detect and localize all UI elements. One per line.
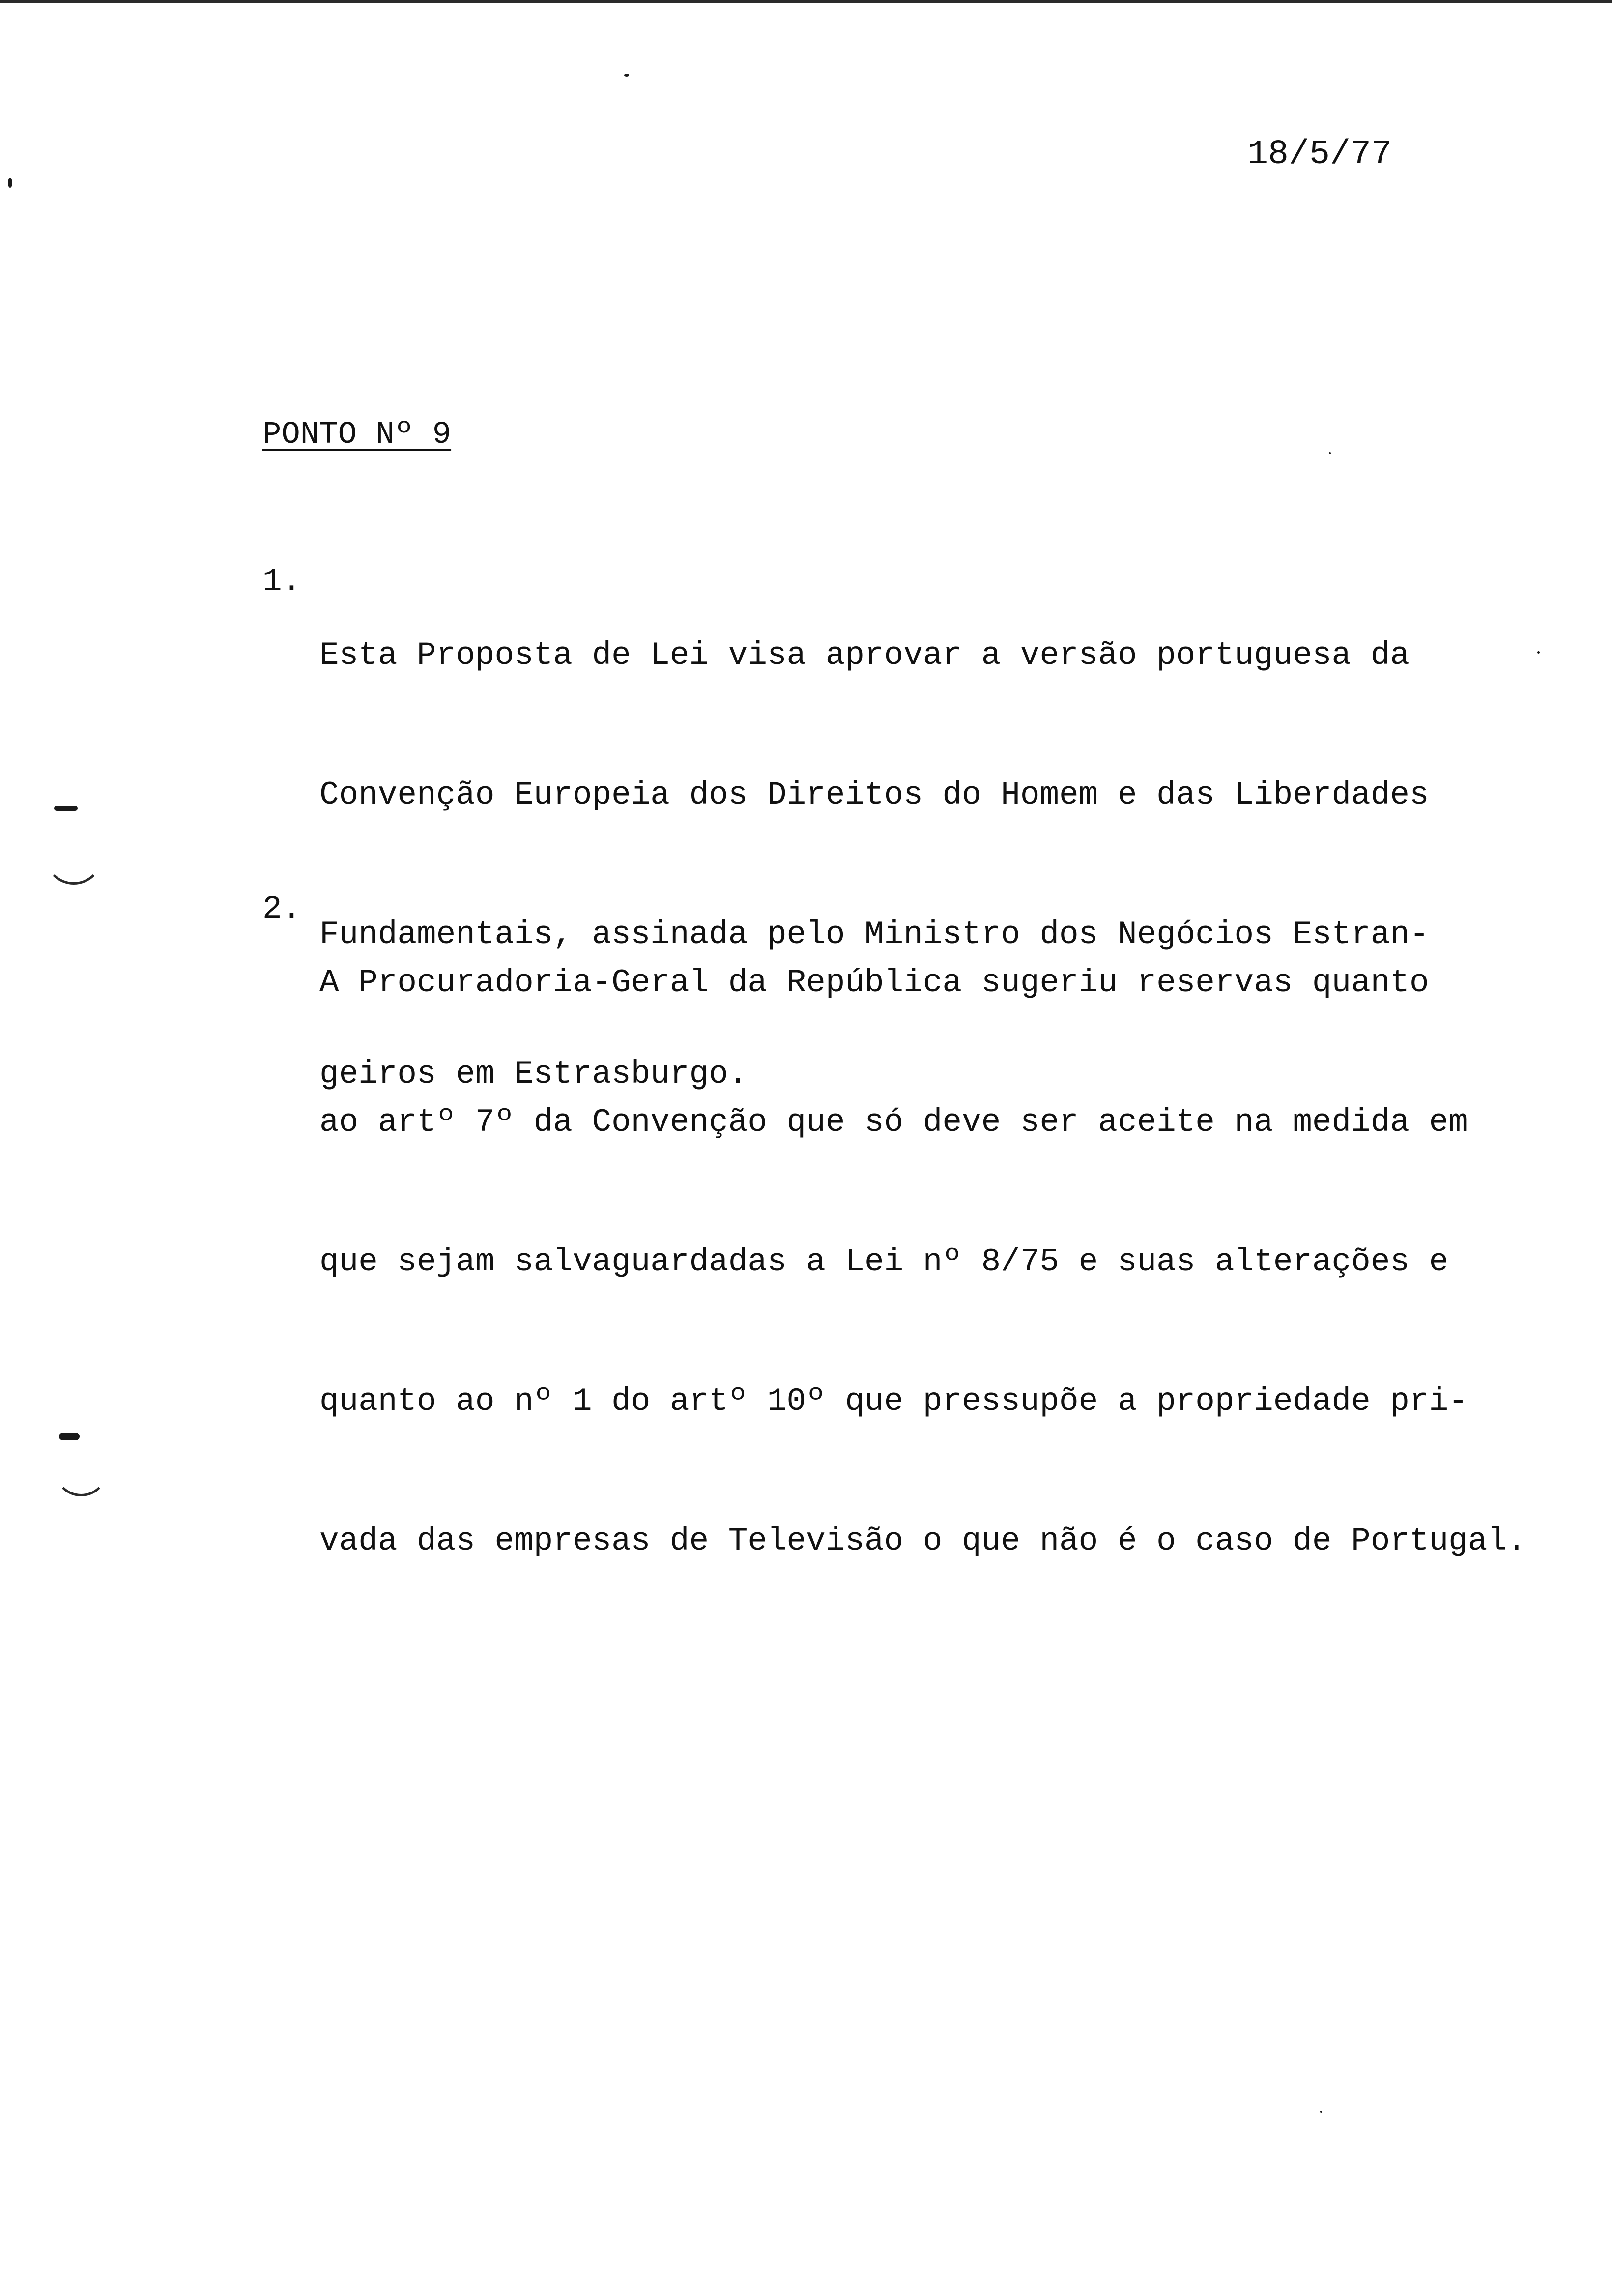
scan-speck (8, 178, 12, 188)
punch-hole-arc (54, 1442, 108, 1496)
paragraph-line: que sejam salvaguardadas a Lei nº 8/75 e suas alterações e (319, 1243, 1449, 1280)
section-heading: PONTO Nº 9 (262, 417, 452, 453)
paragraph-line: A Procuradoria-Geral da República sugeriu reservas quanto (319, 964, 1429, 1001)
scan-speck (1320, 2111, 1322, 2113)
paragraph-line: vada das empresas de Televisão o que não é o caso de Portugal. (319, 1522, 1526, 1559)
document-date: 18/5/77 (1247, 135, 1392, 174)
paragraph-line: ao artº 7º da Convenção que só deve ser aceite na medida em (319, 1104, 1468, 1141)
punch-hole-mark (59, 1433, 80, 1440)
paragraph-line: Esta Proposta de Lei visa aprovar a versão portuguesa da (319, 637, 1410, 674)
paragraph-line: quanto ao nº 1 do artº 10º que pressupõe a propriedade pri- (319, 1383, 1468, 1420)
scan-speck (1537, 651, 1540, 654)
scan-top-edge (0, 0, 1612, 3)
scan-speck (624, 74, 629, 77)
paragraph-line: geiros em Estrasburgo. (319, 1056, 748, 1092)
punch-hole-arc (44, 826, 103, 885)
paragraph-line: Convenção Europeia dos Direitos do Homem e das Liberdades (319, 776, 1429, 813)
paragraph-text (319, 876, 1526, 1648)
paragraph-number: 2. (262, 890, 302, 927)
paragraph-number: 1. (262, 563, 302, 600)
punch-hole-mark (54, 806, 78, 811)
scan-speck (1329, 452, 1331, 454)
paragraph-line: Fundamentais, assinada pelo Ministro dos Negócios Estran- (319, 916, 1429, 953)
